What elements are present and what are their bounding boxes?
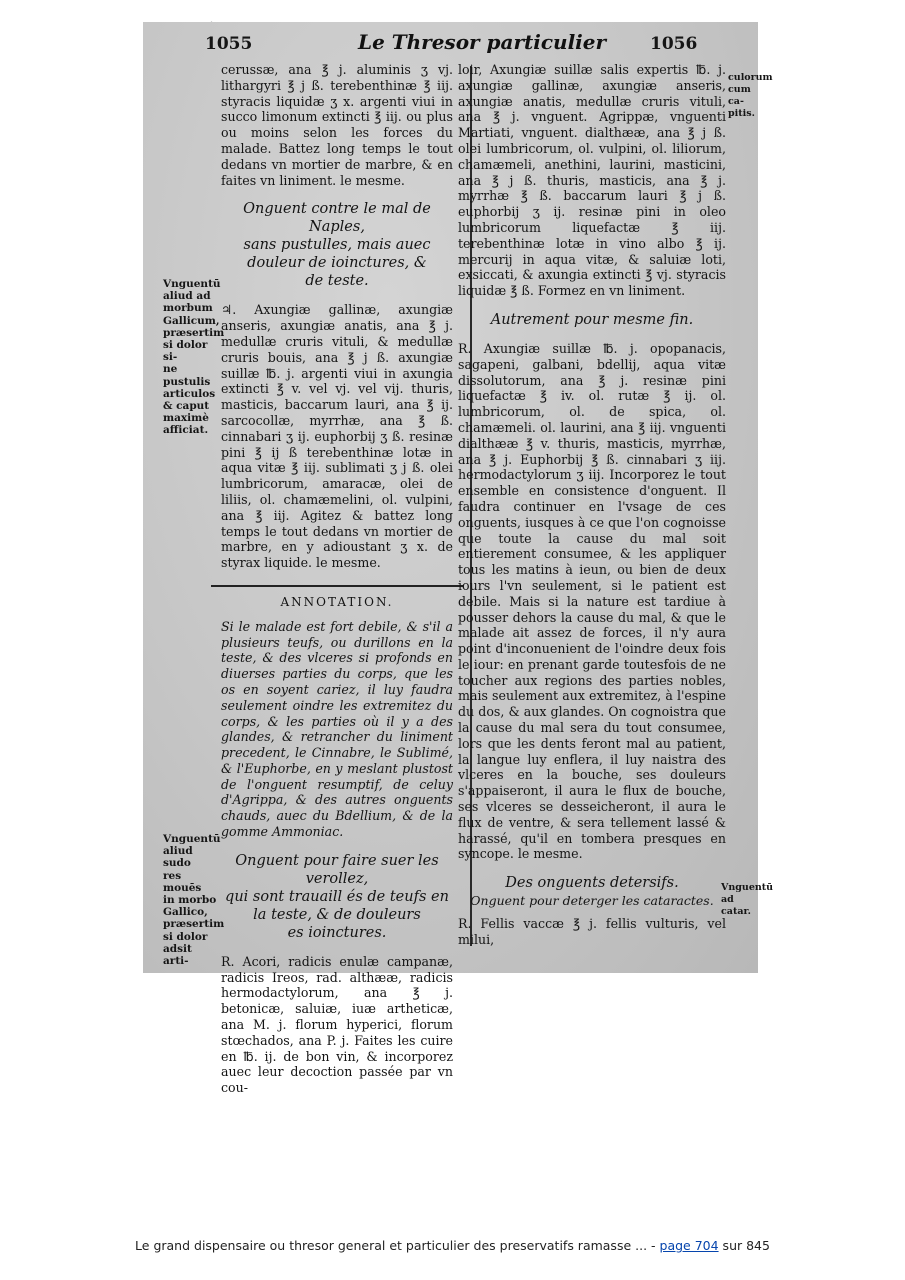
divider	[211, 585, 463, 587]
section-title: Onguent pour deterger les cataractes.	[470, 893, 714, 909]
section-title: Des onguents detersifs.	[505, 875, 679, 892]
paragraph: R. Acori, radicis enulæ campanæ, radicis Ireos, rad. althææ, radicis hermodactylorum, ana ℥ j. betonicæ, saluiæ, iuæ artheticæ, ana M. j. florum hyperici, florum stœchados, ana P. j. Faites les cuire en ℔. ij. de bon vin, & incorporez auec leur decoction passée par vn cou-	[221, 953, 453, 1096]
section-title: Autrement pour mesme fin.	[490, 311, 694, 328]
section-title: Onguent pour faire suer les verollez,	[235, 852, 439, 887]
paragraph: R. Axungiæ suillæ ℔. j. opopanacis, sagapeni, galbani, bdellij, aqua vitæ dissolutorum, ana ℥ j. resinæ pini liquefactæ ℥ iv. ol. rutæ ℥ ij. ol. lumbricorum, ol. de spica, ol. chamæmeli. ol. laurini, ana ℥ iij. vnguenti dialthææ ℥ v. thuris, masticis, myrrhæ, ana ℥ j. Euphorbij ℥ ß. cinnabari ʒ iij. hermodactylorum ʒ iij. Incorporez le tout ensemble en consistence d'onguent. Il faudra continuer en l'vsage de ces onguents, iusques à ce que l'on cognoisse que toute la cause du mal soit entierement consumee, & les appliquer tous les matins à ieun, ou bien de deux iours l'vn seulement, si le patient est debile. Mais si la nature est tardiue à pousser dehors la cause du mal, & que le malade ait assez de forces, il n'y aura point d'inconuenient de l'oindre deux fois le iour: en prenant garde toutesfois de ne toucher aux regions des parties nobles, mais seulement aux extremitez, à l'espine du dos, & aux glandes. On cognoistra que la cause du mal sera du tout consumee, lors que les dents feront mal au patient, la langue luy enflera, il luy naistra des vlceres en la bouche, ses douleurs s'appaiseront, il aura le flux de bouche, ses vlceres se desseicheront, il aura le flux de ventre, & sera tellement lassé & harassé, qu'il en tombera presques en syncope. le mesme.	[458, 340, 726, 862]
paragraph: R. Fellis vaccæ ℥ j. fellis vulturis, vel milui,	[458, 916, 726, 948]
scanned-page	[143, 22, 774, 1096]
margin-note-3: culorum cum ca- pitis.	[728, 72, 773, 119]
margin-note-1: Vnguentū aliud ad morbum Gallicum, præsertim si dolor si- ne pustulis articulos & caput maximè afficiat.	[163, 278, 225, 437]
margin-note-2: Vnguentū aliud sudo res mouēs in morbo Gallico, præsertim si dolor adsit arti-	[163, 833, 225, 968]
left-column	[221, 62, 453, 1096]
paragraph: loir, Axungiæ suillæ salis expertis ℔. j. axungiæ gallinæ, axungiæ anseris, axungiæ anatis, medullæ cruris vituli, ana ℥ j. vnguent. Agrippæ, vnguenti Martiati, vnguent. dialthææ, ana ℥ j ß. olei lumbricorum, ol. vulpini, ol. liliorum, chamæmeli, anethini, laurini, masticini, ana ℥ j ß. thuris, masticis, ana ℥ j. myrrhæ ℥ ß. baccarum lauri ℥ j ß. euphorbij ʒ ij. resinæ pini in oleo lumbricorum liquefactæ ℥ iij. terebenthinæ lotæ in vino albo ℥ ij. mercurij in aqua vitæ, & saluiæ loti, exsiccati, & axungia extincti ℥ vj. styracis liquidæ ℥ ß. Formez en vn liniment.	[458, 62, 726, 299]
page-number-left: 1055	[205, 34, 253, 54]
section-title: es ioinctures.	[287, 924, 387, 941]
page-link[interactable]: page 704	[659, 1238, 719, 1253]
paragraph: ♃. Axungiæ gallinæ, axungiæ anseris, axungiæ anatis, ana ℥ j. medullæ cruris vituli, & medullæ cruris bouis, ana ℥ j ß. axungiæ suillæ ℔. j. argenti viui in axungia extincti ℥ v. vel vj. vel vij. thuris, masticis, baccarum lauri, ana ℥ ij. sarcocollæ, myrrhæ, ana ℥ ß. cinnabari ʒ ij. euphorbij ʒ ß. resinæ pini ℥ ij ß terebenthinæ lotæ in aqua vitæ ℥ iij. sublimati ʒ j ß. olei lumbricorum, amaracæ, olei de liliis, ol. chamæmelini, ol. vulpini, ana ℥ iij. Agitez & battez long temps le tout dedans vn mortier de marbre, en y adioustant ʒ x. de styrax liquide. le mesme.	[221, 302, 453, 571]
section-title: sans pustulles, mais auec douleur de ioinctures, &	[243, 237, 431, 272]
section-title: de teste.	[305, 273, 369, 290]
section-title: qui sont trauaill és de teufs en	[225, 888, 449, 905]
footer-caption	[0, 1238, 905, 1253]
section-title: la teste, & de douleurs	[253, 906, 421, 923]
running-head: Le Thresor particulier	[358, 30, 607, 54]
margin-note-4: Vnguentū ad catar.	[721, 882, 774, 917]
section-title: Onguent contre le mal de Naples,	[243, 201, 431, 236]
annotation-title: ANNOTATION.	[280, 594, 394, 609]
footer-total: sur 845	[718, 1238, 770, 1253]
paragraph: cerussæ, ana ℥ j. aluminis ʒ vj. lithargyri ℥ j ß. terebenthinæ ℥ iij. styracis liquidæ ʒ x. argenti viui in succo limonum extincti ℥ iij. ou plus ou moins selon les forces du malade. Battez long temps le tout dedans vn mortier de marbre, & en faites vn liniment. le mesme.	[221, 62, 453, 188]
page-number-right: 1056	[650, 34, 698, 54]
footer-text: Le grand dispensaire ou thresor general et particulier des preservatifs ramasse ... -	[135, 1238, 660, 1253]
annotation-text: Si le malade est fort debile, & s'il a plusieurs teufs, ou durillons en la teste, & des vlceres si profonds en diuerses parties du corps, que les os en soyent cariez, il luy faudra seulement oindre les extremitez du corps, & les parties où il y a des glandes, & retrancher du liniment precedent, le Cinnabre, le Sublimé, & l'Euphorbe, en y meslant plustost de l'onguent resumptif, de celuy d'Agrippa, & des autres onguents chauds, auec du Bdellium, & de la gomme Ammoniac.	[221, 618, 453, 840]
right-column	[458, 62, 726, 948]
